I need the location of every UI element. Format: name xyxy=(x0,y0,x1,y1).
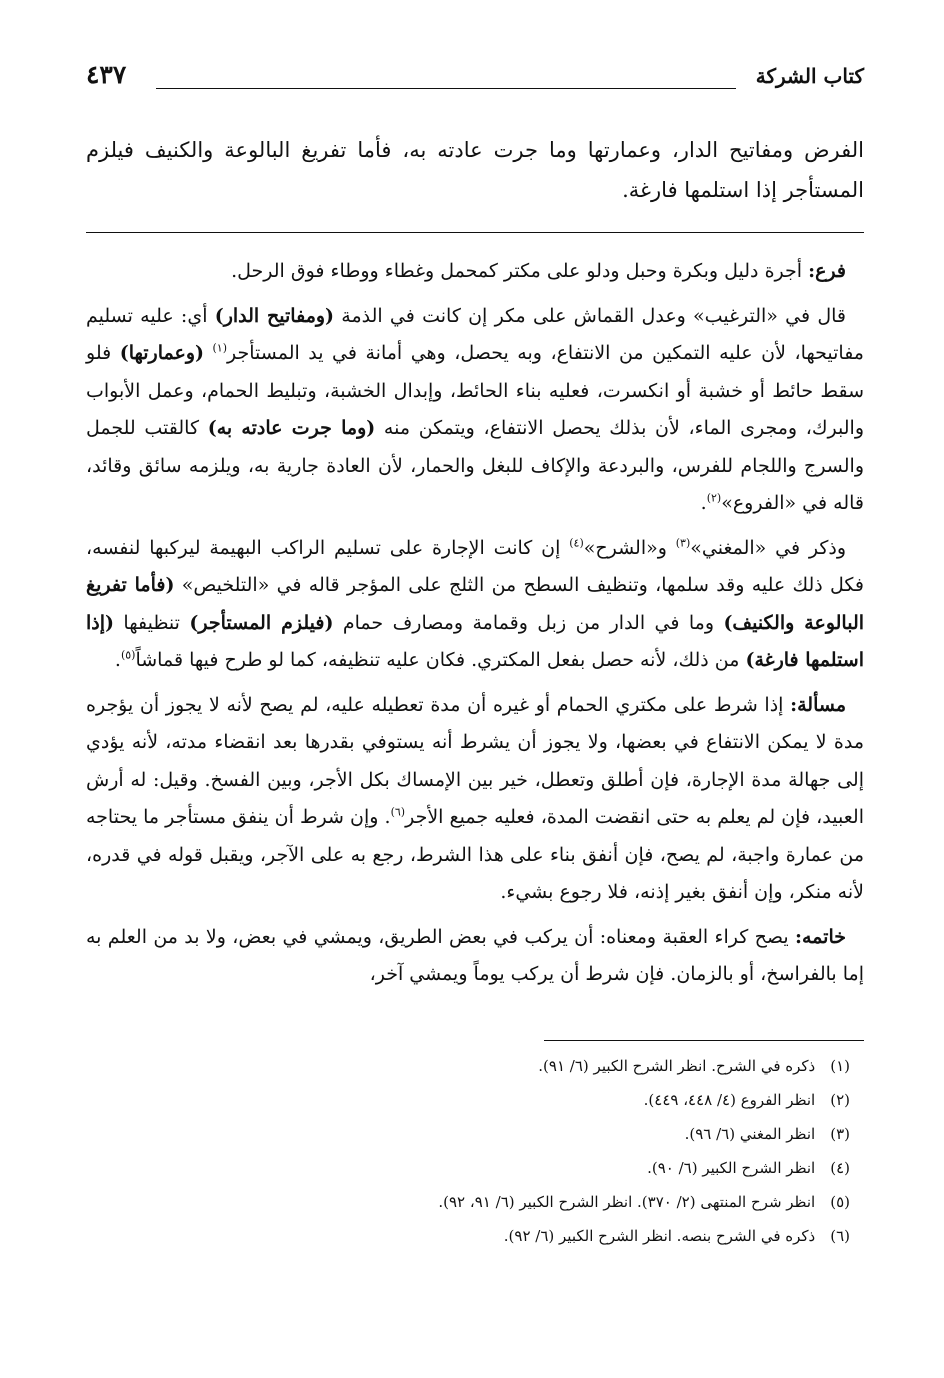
footnote-text: انظر شرح المنتهى (٢/ ٣٧٠). انظر الشرح الكبير (٦/ ٩١، ٩٢). xyxy=(438,1192,816,1211)
footnote-number: (١) xyxy=(830,1056,850,1075)
footnote-divider xyxy=(544,1040,864,1041)
footnote xyxy=(86,1185,850,1219)
page-number: ٤٣٧ xyxy=(86,60,127,89)
footnote-ref-4: (٤) xyxy=(569,536,584,550)
header-rule xyxy=(156,88,736,89)
footnote-number: (٣) xyxy=(830,1124,850,1143)
footnotes-list xyxy=(86,1049,864,1253)
paragraph-mughni: وذكر في «المغني»$^{(٣)}$ و«الشرح»$^{(٤)}$ إن كانت الإجارة على تسليم الراكب البهيمة ليركبها لنفسه، فكل ذلك عليه وقد سلمها، وتنظيف السطح من الثلج على المؤجر قاله في «التلخيص» (فأما تفريغ البالوعة والكنيف) وما في الدار من زبل وقمامة ومصارف حمام (فيلزم المستأجر) تنظيفها (إذا استلمها فارغة) من ذلك، لأنه حصل بفعل المكتري. فكان عليه تنظيفه، كما لو طرح فيها قماشاً$^{(٥)}$. xyxy=(86,536,865,671)
quote-keys: (ومفاتيح الدار) xyxy=(214,304,335,327)
footnote-number: (٢) xyxy=(830,1090,850,1109)
footnote-text: انظر المغني (٦/ ٩٦). xyxy=(684,1124,816,1143)
footnote xyxy=(86,1151,850,1185)
footnote-ref-1: (١) xyxy=(212,341,228,355)
paragraph-keys: قال في «الترغيب» وعدل القماش على مكر إن كانت في الذمة (ومفاتيح الدار) أي: عليه تسليم مفاتيحها، لأن عليه التمكين من الانتفاع، وبه يحصل، وهي أمانة في يد المستأجر$^{(١)}$ (وعمارتها) فلو سقط حائط أو خشبة أو انكسرت، فعليه بناء الحائط، وإبدال الخشبة، وتبليط الحمام، وعمل الأبواب والبرك، ومجرى الماء، لأن بذلك يحصل الانتفاع، ويتمكن منه (وما جرت عادته به) كالقتب للجمل والسرج واللجام للفرس، والبردعة والإكاف للبغل والحمار، لأن العادة جارية به، ويلزمه سائق وقائد، قاله في «الفروع»$^{(٢)}$. xyxy=(86,304,865,514)
footnote xyxy=(86,1117,850,1151)
paragraph-far: فرع: أجرة دليل وبكرة وحبل ودلو على مكتر كمحمل وغطاء ووطاء فوق الرحل. xyxy=(231,260,846,282)
running-title: كتاب الشركة xyxy=(755,64,864,88)
footnote-text: انظر الشرح الكبير (٦/ ٩٠). xyxy=(647,1158,816,1177)
footnote-ref-2: (٢) xyxy=(706,491,722,505)
footnote-text: ذكره في الشرح. انظر الشرح الكبير (٦/ ٩١). xyxy=(538,1056,816,1075)
footnote xyxy=(86,1083,850,1117)
footnote-ref-3: (٣) xyxy=(675,536,691,550)
matn-divider xyxy=(86,232,864,233)
quote-empty: (إذا استلمها فارغة) xyxy=(86,611,864,671)
footnote-number: (٦) xyxy=(830,1226,850,1245)
footnote-ref-6: (٦) xyxy=(390,805,406,819)
far-label: فرع: xyxy=(808,260,846,282)
footnote-number: (٥) xyxy=(830,1192,850,1211)
paragraph-khatima: خاتمه: يصح كراء العقبة ومعناه: أن يركب في بعض الطريق، ويمشي في بعض، ولا بد من العلم به إما بالفراسخ، أو بالزمان. فإن شرط أن يركب يوماً ويمشي آخر، xyxy=(86,925,864,985)
paragraph-masala: مسألة: إذا شرط على مكتري الحمام أو غيره أن مدة تعطيله عليه، لم يصح لأنه لا يجوز أن يؤجره مدة لا يمكن الانتفاع في بعضها، ولا يجوز أن يشرط أنه يستوفي بقدرها بعد انقضاء مدته، لأنه يؤدي إلى جهالة مدة الإجارة، فإن أطلق وتعطل، خير بين الإمساك بكل الأجر، وبين الفسخ. وقيل: له أرش العبيد، فإن لم يعلم به حتى انقضت المدة، فعليه جميع الأجر$^{(٦)}$. وإن شرط أن ينفق مستأجر ما يحتاجه من عمارة واجبة، لم يصح، فإن أنفق بناء على هذا الشرط، رجع به على الآجر، ويقبل قوله في قدره، لأنه منكر، وإن أنفق بغير إذنه، فلا رجوع بشيء. xyxy=(86,693,864,903)
masala-label: مسألة: xyxy=(790,693,846,716)
quote-drain: (فأما تفريغ البالوعة والكنيف) xyxy=(86,574,865,634)
commentary-body xyxy=(86,253,864,994)
footnote-ref-5: (٥) xyxy=(120,648,136,662)
book-page xyxy=(86,52,864,1352)
footnote-text: ذكره في الشرح بنصه. انظر الشرح الكبير (٦/ ٩٢). xyxy=(503,1226,816,1245)
footnote-number: (٤) xyxy=(830,1158,850,1177)
page-header xyxy=(86,52,864,96)
matn-text: الفرض ومفاتيح الدار، وعمارتها وما جرت عادته به، فأما تفريغ البالوعة والكنيف فيلزم المستأجر إذا استلمها فارغة. xyxy=(86,138,864,202)
quote-tenant: (فيلزم المستأجر) xyxy=(189,611,334,634)
quote-maintenance: (وعمارتها) xyxy=(119,342,204,364)
footnote-text: انظر الفروع (٤/ ٤٤٨، ٤٤٩). xyxy=(643,1090,816,1109)
quote-custom: (وما جرت عادته به) xyxy=(207,417,376,439)
footnote xyxy=(86,1049,850,1083)
khatima-label: خاتمه: xyxy=(794,925,846,948)
footnote xyxy=(86,1219,850,1253)
